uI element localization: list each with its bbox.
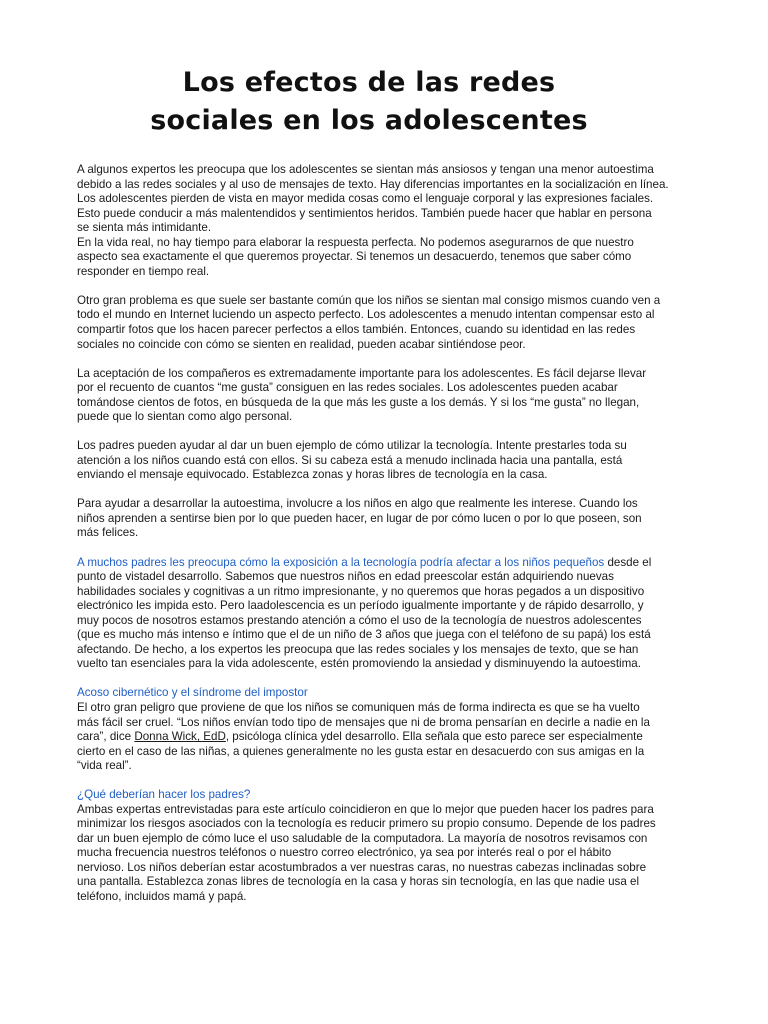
title-line-1: Los efectos de las redes bbox=[182, 67, 556, 98]
text-fragment: , psicóloga clínica ydel desarrollo. Ella señala que esto parece ser especialmente bbox=[225, 730, 643, 744]
text-line: Ambas expertas entrevistadas para este artículo coincidieron en que lo mejor que pueden hacer los padres para bbox=[77, 802, 654, 816]
text-line bbox=[77, 556, 691, 571]
paragraph-1 bbox=[77, 163, 691, 279]
text-line: teléfono, incluidos mamá y papá. bbox=[77, 890, 247, 904]
text-line: más fácil ser cruel. “Los niños envían todo tipo de mensajes que ni de broma pensarían en decirle a nadie en la bbox=[77, 715, 650, 729]
text-line: La aceptación de los compañeros es extremadamente importante para los adolescentes. Es fácil dejarse llevar bbox=[77, 366, 647, 380]
text-line: tomándose cientos de fotos, en búsqueda de la que más les guste a los demás. Y si los “me gusta” no llegan, bbox=[77, 395, 640, 409]
paragraph-6 bbox=[77, 556, 691, 672]
text-line: Los padres pueden ayudar al dar un buen ejemplo de cómo utilizar la tecnología. Intente prestarles toda su bbox=[77, 439, 627, 453]
text-line: nervioso. Los niños deberían estar acostumbrados a ver nuestras caras, no nuestras cabezas inclinadas sobre bbox=[77, 860, 647, 874]
text-line: atención a los niños cuando está con ellos. Si su cabeza está a menudo inclinada hacia una pantalla, está bbox=[77, 453, 623, 467]
article-link[interactable]: A muchos padres les preocupa cómo la exposición a la tecnología podría afectar a los niños pequeños bbox=[77, 555, 605, 569]
text-line: todo el mundo en Internet luciendo un aspecto perfecto. Los adolescentes a menudo intentan compensar esto al bbox=[77, 308, 655, 322]
text-line: muy pocos de nosotros estamos prestando atención a cómo el uso de la tecnología de nuestros adolescentes bbox=[77, 613, 642, 627]
text-line: se sienta más intimidante. bbox=[77, 221, 212, 235]
text-line: debido a las redes sociales y al uso de mensajes de texto. Hay diferencias importantes en la socialización en línea. bbox=[77, 177, 669, 191]
text-line: (que es mucho más intenso e íntimo que el de un niño de 3 años que juega con el teléfono de su papá) los está bbox=[77, 628, 651, 642]
author-link[interactable]: Donna Wick, EdD bbox=[134, 730, 226, 744]
text-line: compartir fotos que los hacen parecer perfectos a ellos también. Entonces, cuando su identidad en las redes bbox=[77, 322, 636, 336]
section-heading: ¿Qué deberían hacer los padres? bbox=[77, 788, 251, 802]
text-fragment: cara”, dice bbox=[77, 730, 135, 744]
text-line: punto de vistadel desarrollo. Sabemos que nuestros niños en edad preescolar están adquiriendo nuevas bbox=[77, 570, 614, 584]
text-fragment: desde el bbox=[604, 555, 652, 569]
text-line: Esto puede conducir a más malentendidos y sentimientos heridos. También puede hacer que hablar en persona bbox=[77, 206, 652, 220]
text-line: enviando el mensaje equivocado. Establezca zonas y horas libres de tecnología en la casa. bbox=[77, 468, 548, 482]
text-line: habilidades sociales y cognitivas a un ritmo impresionante, y no queremos que horas pegados a un dispositivo bbox=[77, 584, 645, 598]
text-line: niños aprenden a sentirse bien por lo que pueden hacer, en lugar de por cómo lucen o por lo que poseen, son bbox=[77, 511, 642, 525]
text-line: El otro gran peligro que proviene de que los niños se comuniquen más de forma indirecta es que se ha vuelto bbox=[77, 700, 640, 714]
text-line: “vida real”. bbox=[77, 759, 132, 773]
section-cyberbullying bbox=[77, 686, 691, 773]
paragraph-5 bbox=[77, 497, 691, 541]
text-line: por el recuento de cuantos “me gusta” consiguen en las redes sociales. Los adolescentes pueden acabar bbox=[77, 381, 618, 395]
paragraph-3 bbox=[77, 367, 691, 425]
text-line: cierto en el caso de las niñas, a quienes generalmente no les gusta estar en desacuerdo con sus amigas en la bbox=[77, 744, 645, 758]
section-heading: Acoso cibernético y el síndrome del impostor bbox=[77, 686, 308, 700]
text-line: Los adolescentes pierden de vista en mayor medida cosas como el lenguaje corporal y las expresiones faciales. bbox=[77, 192, 654, 206]
text-line: vuelto tan esenciales para la vida adolescente, estén promoviendo la ansiedad y disminuyendo la autoestima. bbox=[77, 657, 641, 671]
page-title bbox=[0, 64, 738, 140]
article-body bbox=[77, 163, 691, 919]
text-line: electrónico les impida esto. Pero laadolescencia es un período igualmente importante y de rápido desarrollo, y bbox=[77, 599, 644, 613]
text-line: responder en tiempo real. bbox=[77, 264, 210, 278]
text-line: una pantalla. Establezca zonas libres de tecnología en la casa y horas sin tecnología, en las que nadie usa el bbox=[77, 875, 640, 889]
text-line: mucha frecuencia nuestros teléfonos o nuestro correo electrónico, ya sea por interés real o por el hábito bbox=[77, 846, 612, 860]
text-line: más felices. bbox=[77, 526, 139, 540]
text-line: aspecto sea exactamente el que queremos proyectar. Si tenemos un desacuerdo, tenemos que saber cómo bbox=[77, 250, 632, 264]
text-line bbox=[77, 730, 691, 745]
text-line: Otro gran problema es que suele ser bastante común que los niños se sientan mal consigo mismos cuando ven a bbox=[77, 293, 661, 307]
text-line: sociales no coincide con cómo se sienten en realidad, pueden acabar sintiéndose peor. bbox=[77, 337, 526, 351]
text-line: A algunos expertos les preocupa que los adolescentes se sientan más ansiosos y tengan una menor autoestima bbox=[77, 163, 654, 176]
title-line-2: sociales en los adolescentes bbox=[150, 105, 588, 136]
text-line: afectando. De hecho, a los expertos les preocupa que las redes sociales y los mensajes de texto, que se han bbox=[77, 642, 639, 656]
text-line: Para ayudar a desarrollar la autoestima, involucre a los niños en algo que realmente les interese. Cuando los bbox=[77, 497, 638, 511]
section-parents bbox=[77, 788, 691, 904]
text-line: dar un buen ejemplo de cómo luce el uso saludable de la computadora. La mayoría de nosotros revisamos con bbox=[77, 831, 648, 845]
text-line: minimizar los riesgos asociados con la tecnología es reducir primero su propio consumo. Depende de los padres bbox=[77, 817, 656, 831]
text-line: puede que lo sientan como algo personal. bbox=[77, 410, 293, 424]
text-line: En la vida real, no hay tiempo para elaborar la respuesta perfecta. No podemos asegurarnos de que nuestro bbox=[77, 235, 634, 249]
paragraph-4 bbox=[77, 439, 691, 483]
paragraph-2 bbox=[77, 294, 691, 352]
